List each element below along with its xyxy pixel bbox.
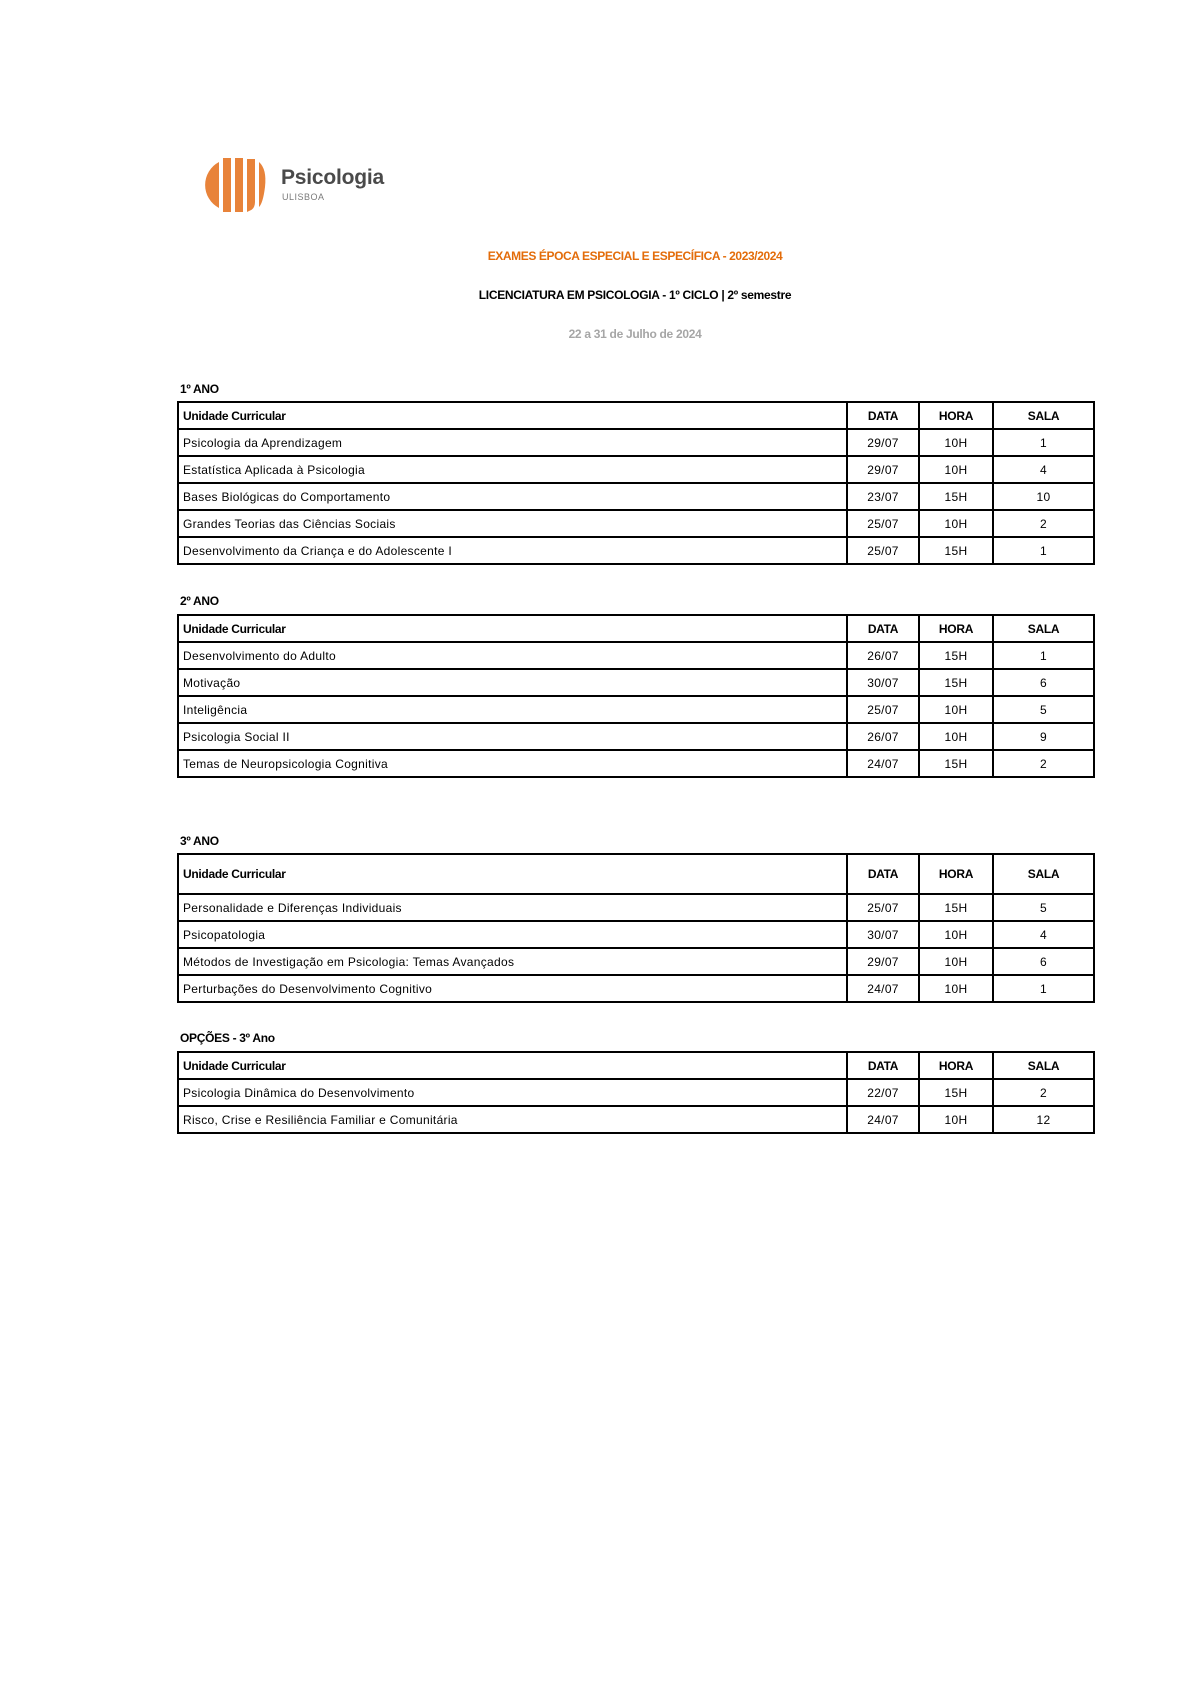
cell-unit: Personalidade e Diferenças Individuais: [178, 894, 847, 921]
cell-date: 25/07: [847, 537, 919, 564]
cell-room: 4: [993, 456, 1094, 483]
cell-date: 23/07: [847, 483, 919, 510]
exam-table-1st-year: [177, 401, 1095, 565]
cell-time: 10H: [919, 921, 993, 948]
cell-room: 6: [993, 948, 1094, 975]
column-header-room: SALA: [993, 1052, 1094, 1079]
cell-room: 5: [993, 894, 1094, 921]
table-row: [178, 975, 1094, 1002]
cell-date: 26/07: [847, 723, 919, 750]
logo-subtitle: ULISBOA: [282, 192, 325, 202]
cell-unit: Temas de Neuropsicologia Cognitiva: [178, 750, 847, 777]
cell-unit: Métodos de Investigação em Psicologia: Temas Avançados: [178, 948, 847, 975]
column-header-date: DATA: [847, 854, 919, 894]
section-label-2nd-year: 2º ANO: [180, 594, 219, 608]
table-row: [178, 696, 1094, 723]
cell-unit: Desenvolvimento do Adulto: [178, 642, 847, 669]
table-row: [178, 750, 1094, 777]
table-row: [178, 642, 1094, 669]
cell-time: 10H: [919, 975, 993, 1002]
table-row: [178, 948, 1094, 975]
table-header-row: [178, 615, 1094, 642]
cell-unit: Inteligência: [178, 696, 847, 723]
cell-time: 15H: [919, 642, 993, 669]
column-header-room: SALA: [993, 615, 1094, 642]
cell-date: 25/07: [847, 696, 919, 723]
section-label-1st-year: 1º ANO: [180, 382, 219, 396]
cell-date: 30/07: [847, 669, 919, 696]
logo-name: Psicologia: [281, 166, 385, 189]
section-label-options: OPÇÕES - 3º Ano: [180, 1031, 275, 1045]
exam-period: 22 a 31 de Julho de 2024: [568, 327, 702, 341]
cell-time: 15H: [919, 483, 993, 510]
cell-time: 10H: [919, 456, 993, 483]
cell-unit: Grandes Teorias das Ciências Sociais: [178, 510, 847, 537]
document-title: EXAMES ÉPOCA ESPECIAL E ESPECÍFICA - 2023/2024: [487, 249, 783, 263]
cell-room: 2: [993, 750, 1094, 777]
cell-time: 15H: [919, 669, 993, 696]
cell-date: 30/07: [847, 921, 919, 948]
cell-room: 12: [993, 1106, 1094, 1133]
exam-table-3rd-year: [177, 853, 1095, 1003]
cell-date: 29/07: [847, 456, 919, 483]
cell-room: 2: [993, 510, 1094, 537]
table-row: [178, 537, 1094, 564]
cell-time: 10H: [919, 429, 993, 456]
cell-time: 10H: [919, 696, 993, 723]
cell-unit: Motivação: [178, 669, 847, 696]
table-row: [178, 723, 1094, 750]
cell-unit: Perturbações do Desenvolvimento Cognitivo: [178, 975, 847, 1002]
cell-unit: Bases Biológicas do Comportamento: [178, 483, 847, 510]
cell-room: 4: [993, 921, 1094, 948]
column-header-date: DATA: [847, 615, 919, 642]
cell-date: 25/07: [847, 894, 919, 921]
cell-date: 29/07: [847, 948, 919, 975]
exam-table-2nd-year: [177, 614, 1095, 778]
column-header-unit: Unidade Curricular: [178, 1052, 847, 1079]
column-header-time: HORA: [919, 1052, 993, 1079]
table-row: [178, 510, 1094, 537]
table-header-row: [178, 402, 1094, 429]
cell-room: 9: [993, 723, 1094, 750]
column-header-time: HORA: [919, 615, 993, 642]
cell-date: 25/07: [847, 510, 919, 537]
table-row: [178, 1106, 1094, 1133]
cell-unit: Psicopatologia: [178, 921, 847, 948]
cell-room: 1: [993, 975, 1094, 1002]
cell-room: 1: [993, 537, 1094, 564]
cell-date: 26/07: [847, 642, 919, 669]
table-row: [178, 456, 1094, 483]
cell-unit: Psicologia Social II: [178, 723, 847, 750]
cell-unit: Psicologia Dinâmica do Desenvolvimento: [178, 1079, 847, 1106]
exam-table-options: [177, 1051, 1095, 1134]
document-subtitle: LICENCIATURA EM PSICOLOGIA - 1º CICLO | 2º semestre: [478, 288, 792, 302]
cell-room: 2: [993, 1079, 1094, 1106]
cell-unit: Risco, Crise e Resiliência Familiar e Comunitária: [178, 1106, 847, 1133]
cell-room: 5: [993, 696, 1094, 723]
cell-unit: Desenvolvimento da Criança e do Adolescente I: [178, 537, 847, 564]
column-header-unit: Unidade Curricular: [178, 854, 847, 894]
table-row: [178, 429, 1094, 456]
logo: [205, 155, 395, 215]
column-header-time: HORA: [919, 402, 993, 429]
table-row: [178, 1079, 1094, 1106]
column-header-date: DATA: [847, 1052, 919, 1079]
cell-time: 15H: [919, 537, 993, 564]
logo-mark-icon: [205, 155, 275, 215]
cell-date: 24/07: [847, 975, 919, 1002]
cell-room: 1: [993, 429, 1094, 456]
cell-date: 24/07: [847, 1106, 919, 1133]
table-row: [178, 483, 1094, 510]
table-header-row: [178, 1052, 1094, 1079]
cell-time: 15H: [919, 750, 993, 777]
column-header-time: HORA: [919, 854, 993, 894]
column-header-unit: Unidade Curricular: [178, 615, 847, 642]
cell-unit: Estatística Aplicada à Psicologia: [178, 456, 847, 483]
cell-room: 6: [993, 669, 1094, 696]
cell-time: 10H: [919, 510, 993, 537]
cell-unit: Psicologia da Aprendizagem: [178, 429, 847, 456]
table-row: [178, 921, 1094, 948]
cell-time: 15H: [919, 1079, 993, 1106]
cell-room: 1: [993, 642, 1094, 669]
cell-time: 10H: [919, 1106, 993, 1133]
cell-date: 29/07: [847, 429, 919, 456]
column-header-room: SALA: [993, 402, 1094, 429]
column-header-room: SALA: [993, 854, 1094, 894]
cell-time: 10H: [919, 723, 993, 750]
cell-room: 10: [993, 483, 1094, 510]
table-row: [178, 669, 1094, 696]
table-header-row: [178, 854, 1094, 894]
cell-date: 22/07: [847, 1079, 919, 1106]
cell-time: 15H: [919, 894, 993, 921]
column-header-date: DATA: [847, 402, 919, 429]
table-row: [178, 894, 1094, 921]
cell-time: 10H: [919, 948, 993, 975]
column-header-unit: Unidade Curricular: [178, 402, 847, 429]
section-label-3rd-year: 3º ANO: [180, 834, 219, 848]
cell-date: 24/07: [847, 750, 919, 777]
